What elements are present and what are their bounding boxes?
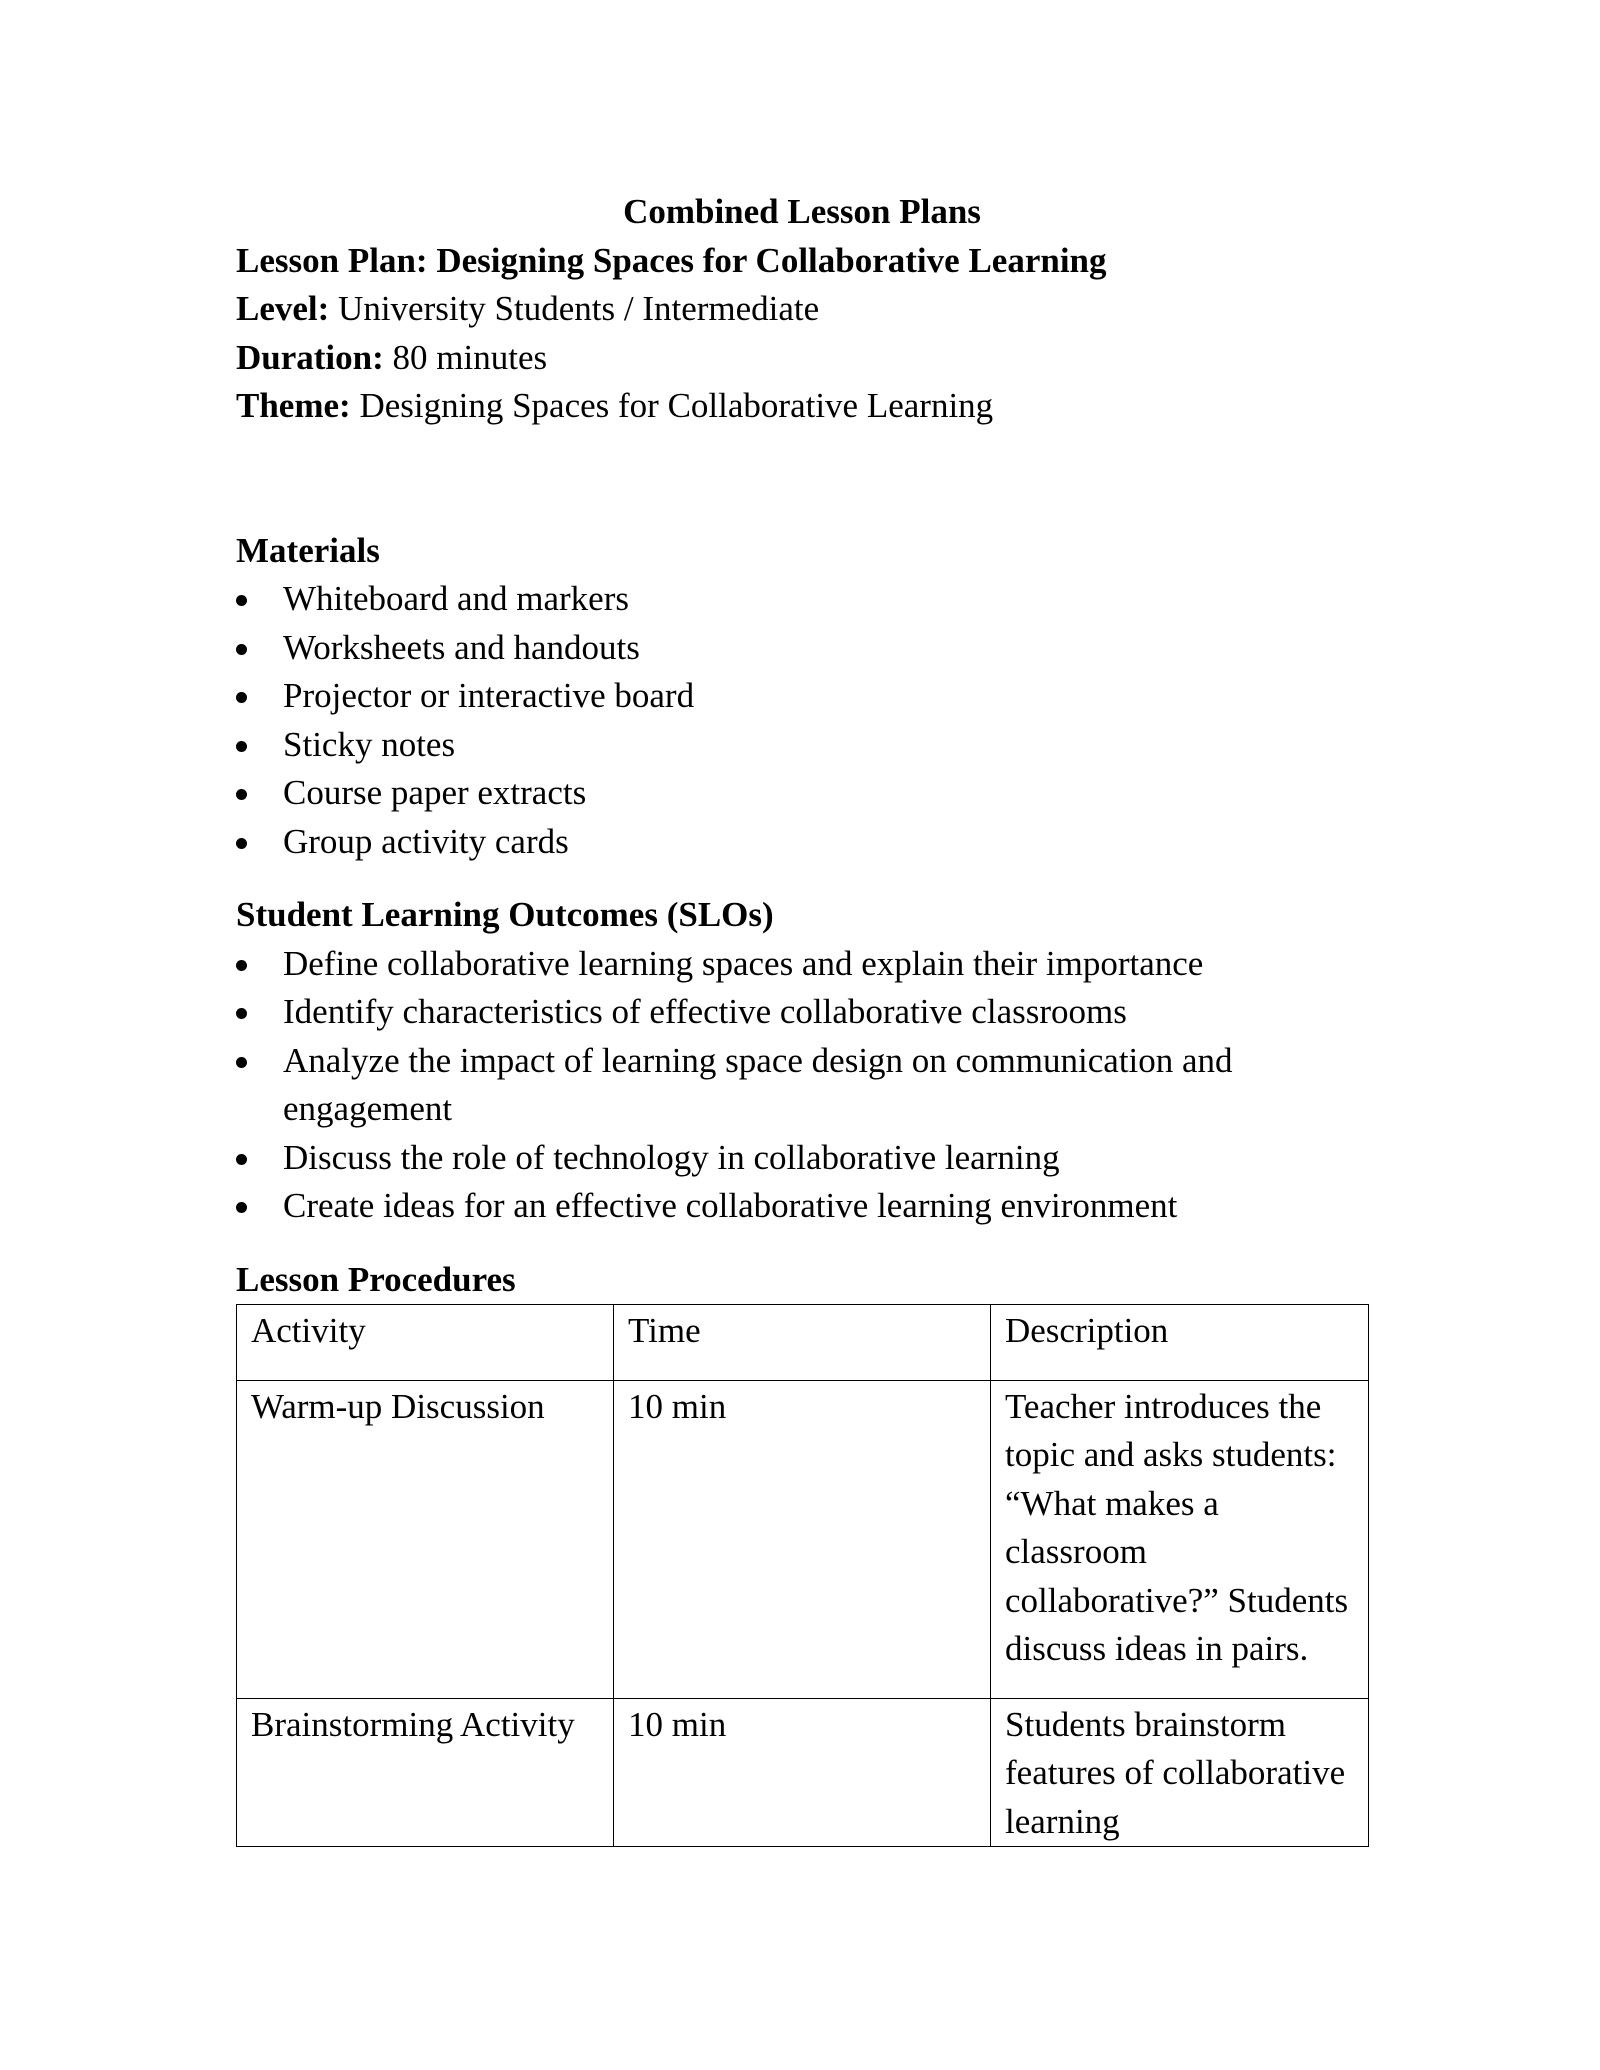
document-title: Combined Lesson Plans — [623, 192, 981, 231]
bullet-icon — [236, 1202, 247, 1213]
list-item — [236, 988, 1368, 1037]
time-cell: 10 min — [614, 1380, 991, 1698]
duration-line — [236, 334, 1368, 383]
list-item-text: Create ideas for an effective collaborative learning environment — [283, 1186, 1178, 1225]
list-item — [236, 1134, 1368, 1183]
duration-value: 80 minutes — [392, 337, 548, 377]
list-item — [236, 575, 1368, 624]
list-item-text: Identify characteristics of effective collaborative classrooms — [283, 992, 1127, 1031]
procedures-heading: Lesson Procedures — [236, 1259, 516, 1299]
bullet-icon — [236, 960, 247, 971]
level-label: Level: — [236, 289, 330, 328]
section-spacer — [236, 431, 1368, 527]
list-item — [236, 940, 1368, 989]
lesson-plan-value: Designing Spaces for Collaborative Learning — [436, 240, 1107, 280]
time-cell: 10 min — [614, 1698, 991, 1847]
list-item-text: Sticky notes — [283, 724, 456, 764]
list-item-text: Worksheets and handouts — [283, 627, 640, 667]
list-item — [236, 721, 1368, 770]
list-item — [236, 818, 1368, 867]
level-line — [236, 285, 1368, 334]
list-item-text: Whiteboard and markers — [283, 579, 629, 618]
column-header-time: Time — [614, 1305, 991, 1381]
bullet-icon — [236, 1008, 247, 1019]
theme-line — [236, 382, 1368, 431]
list-item-text: Define collaborative learning spaces and explain their importance — [283, 943, 1204, 983]
table-header-row — [237, 1305, 1369, 1381]
slos-heading: Student Learning Outcomes (SLOs) — [236, 895, 774, 934]
list-item-text: Group activity cards — [283, 821, 569, 861]
list-item — [236, 672, 1368, 721]
bullet-icon — [236, 595, 247, 606]
list-item — [236, 1037, 1368, 1134]
theme-value: Designing Spaces for Collaborative Learning — [359, 386, 994, 425]
list-item-text: Course paper extracts — [283, 773, 587, 812]
bullet-icon — [236, 692, 247, 703]
bullet-icon — [236, 789, 247, 800]
list-item — [236, 769, 1368, 818]
bullet-icon — [236, 1154, 247, 1165]
list-item-text: Discuss the role of technology in collaborative learning — [283, 1137, 1060, 1177]
column-header-activity: Activity — [237, 1305, 614, 1381]
column-header-description: Description — [991, 1305, 1369, 1381]
table-row — [237, 1698, 1369, 1847]
list-item-text: Projector or interactive board — [283, 676, 695, 715]
activity-cell: Brainstorming Activity — [237, 1698, 614, 1847]
slos-list — [236, 940, 1368, 1231]
document-content — [236, 188, 1368, 1847]
table-row — [237, 1380, 1369, 1698]
list-item — [236, 624, 1368, 673]
lesson-plan-line — [236, 237, 1368, 286]
bullet-icon — [236, 644, 247, 655]
theme-label: Theme: — [236, 386, 351, 425]
list-item-text: Analyze the impact of learning space design on communication and engagement — [283, 1040, 1233, 1128]
bullet-icon — [236, 1057, 247, 1068]
duration-label: Duration: — [236, 337, 384, 377]
description-cell: Teacher introduces the topic and asks students: “What makes a classroom collaborative?” Students discuss ideas in pairs. — [991, 1380, 1369, 1698]
list-item — [236, 1182, 1368, 1231]
activity-cell: Warm-up Discussion — [237, 1380, 614, 1698]
procedures-table — [236, 1304, 1369, 1847]
lesson-plan-label: Lesson Plan: — [236, 240, 428, 280]
materials-heading: Materials — [236, 530, 380, 570]
bullet-icon — [236, 741, 247, 752]
level-value: University Students / Intermediate — [338, 289, 820, 328]
description-cell: Students brainstorm features of collaborative learning — [991, 1698, 1369, 1847]
bullet-icon — [236, 838, 247, 849]
materials-list — [236, 575, 1368, 866]
